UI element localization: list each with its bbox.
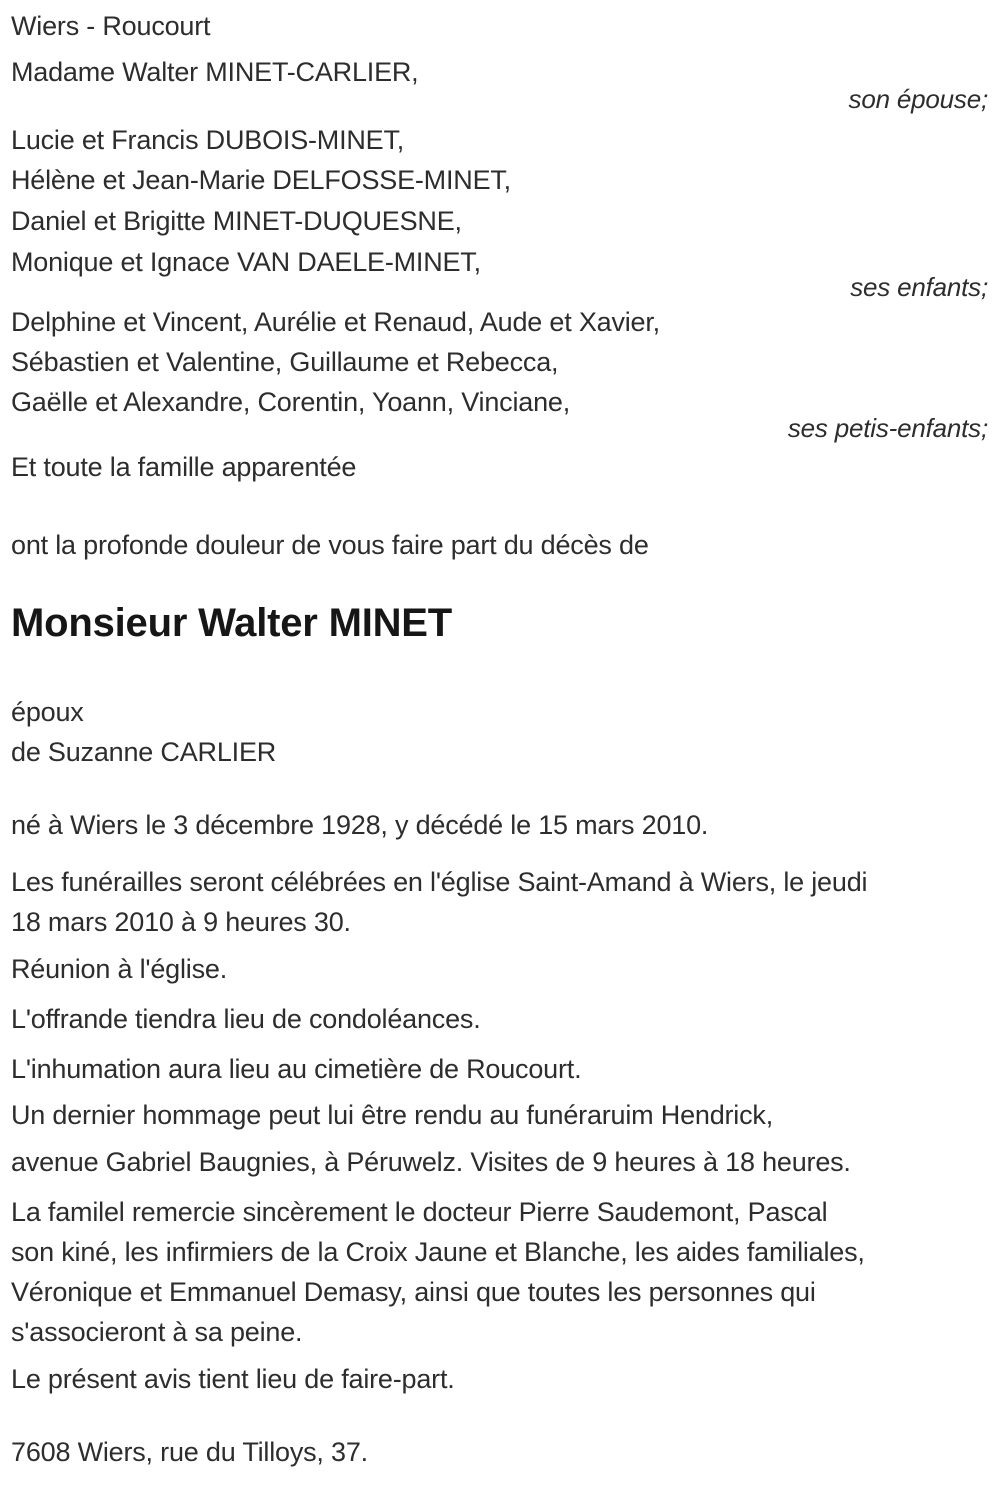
thanks-line: son kiné, les infirmiers de la Croix Jaune et Blanche, les aides familiales, (11, 1237, 865, 1267)
children-relation-label: ses enfants; (850, 272, 988, 302)
extended-family-line: Et toute la famille apparentée (11, 452, 357, 482)
grandchildren-relation-label: ses petis-enfants; (787, 413, 988, 443)
location-line: Wiers - Roucourt (11, 11, 211, 41)
life-dates-line: né à Wiers le 3 décembre 1928, y décédé le 15 mars 2010. (11, 810, 709, 840)
address-line: 7608 Wiers, rue du Tilloys, 37. (11, 1437, 368, 1467)
tribute-line: avenue Gabriel Baugnies, à Péruwelz. Visites de 9 heures à 18 heures. (11, 1147, 851, 1177)
spouse-name-line: Madame Walter MINET-CARLIER, (11, 57, 419, 87)
offering-line: L'offrande tiendra lieu de condoléances. (11, 1004, 481, 1034)
grandchild-name-line: Sébastien et Valentine, Guillaume et Rebecca, (11, 347, 559, 377)
spouse-relation-label: son épouse; (848, 84, 988, 114)
thanks-line: s'associeront à sa peine. (11, 1317, 303, 1347)
spouse-of-line: de Suzanne CARLIER (11, 737, 277, 767)
notice-line: Le présent avis tient lieu de faire-part. (11, 1364, 455, 1394)
burial-line: L'inhumation aura lieu au cimetière de Roucourt. (11, 1054, 582, 1084)
child-name-line: Lucie et Francis DUBOIS-MINET, (11, 125, 405, 155)
tribute-line: Un dernier hommage peut lui être rendu au funéraruim Hendrick, (11, 1100, 774, 1130)
funeral-line: 18 mars 2010 à 9 heures 30. (11, 907, 351, 937)
child-name-line: Daniel et Brigitte MINET-DUQUESNE, (11, 206, 462, 236)
spouse-role-line: époux (11, 697, 84, 727)
grandchild-name-line: Gaëlle et Alexandre, Corentin, Yoann, Vinciane, (11, 387, 571, 417)
deceased-name-heading: Monsieur Walter MINET (11, 601, 453, 645)
child-name-line: Monique et Ignace VAN DAELE-MINET, (11, 247, 481, 277)
thanks-line: Véronique et Emmanuel Demasy, ainsi que toutes les personnes qui (11, 1277, 816, 1307)
grandchild-name-line: Delphine et Vincent, Aurélie et Renaud, Aude et Xavier, (11, 307, 660, 337)
announcement-line: ont la profonde douleur de vous faire part du décès de (11, 530, 649, 560)
meeting-line: Réunion à l'église. (11, 954, 227, 984)
child-name-line: Hélène et Jean-Marie DELFOSSE-MINET, (11, 165, 511, 195)
thanks-line: La familel remercie sincèrement le docteur Pierre Saudemont, Pascal (11, 1197, 828, 1227)
funeral-line: Les funérailles seront célébrées en l'église Saint-Amand à Wiers, le jeudi (11, 867, 868, 897)
